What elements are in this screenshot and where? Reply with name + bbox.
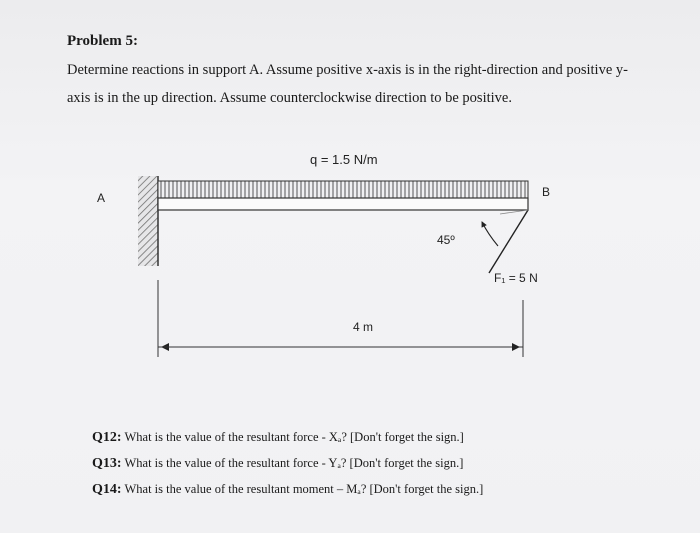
distributed-load	[158, 181, 528, 198]
question-text: What is the value of the resultant force - Xₐ? [Don't forget the sign.]	[124, 430, 464, 444]
question-id: Q12:	[92, 430, 122, 445]
angle-label: 45º	[437, 233, 455, 247]
problem-title: Problem 5:	[67, 33, 138, 49]
length-label: 4 m	[353, 320, 374, 334]
force-label: F₁ = 5 N	[494, 271, 538, 285]
statement-line-2: axis is in the up direction. Assume counterclockwise direction to be positive.	[67, 90, 512, 106]
support-a-label: A	[97, 191, 106, 205]
question-item	[92, 476, 612, 502]
load-label: q = 1.5 N/m	[310, 152, 378, 167]
question-text: What is the value of the resultant moment – Mₐ? [Don't forget the sign.]	[124, 482, 484, 496]
angle-reference-line	[500, 210, 528, 214]
question-id: Q13:	[92, 456, 122, 471]
fixed-support-hatch	[138, 176, 158, 266]
question-item	[92, 424, 612, 450]
statement-line-1: Determine reactions in support A. Assume positive x-axis is in the right-direction and positive y-	[67, 62, 628, 78]
question-id: Q14:	[92, 482, 122, 497]
question-text: What is the value of the resultant force - Yₐ? [Don't forget the sign.]	[124, 456, 464, 470]
beam	[158, 198, 528, 210]
angle-arc	[482, 222, 498, 246]
end-b-label: B	[542, 185, 551, 199]
question-list	[92, 424, 612, 502]
question-item	[92, 450, 612, 476]
